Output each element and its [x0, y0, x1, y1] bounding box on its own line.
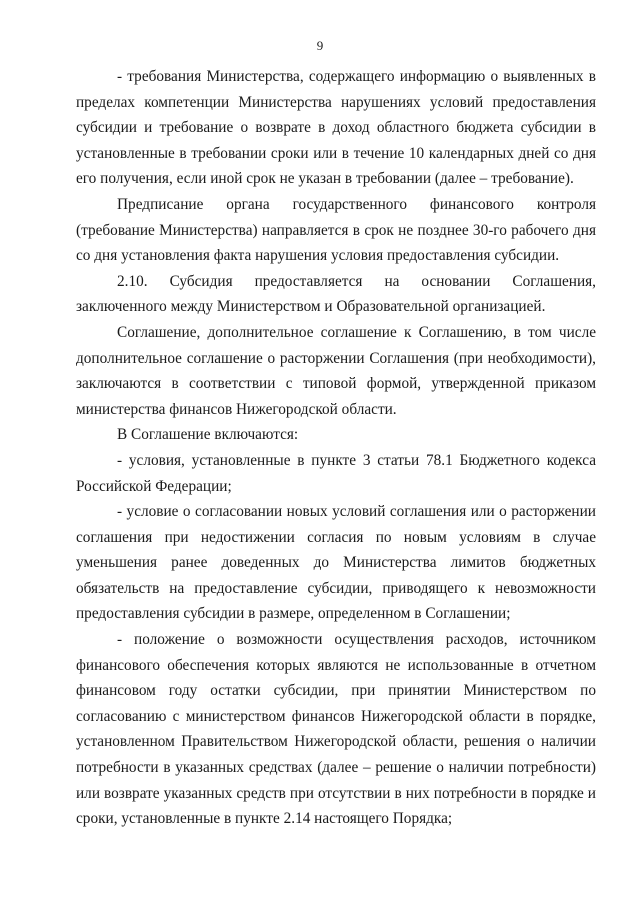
paragraph-budget-code-conditions: - условия, установленные в пункте 3 статьи 78.1 Бюджетного кодекса Российской Федерации;: [76, 451, 596, 495]
paragraph-agreement-includes: В Соглашение включаются:: [117, 426, 299, 444]
paragraph-agreement-form: Соглашение, дополнительное соглашение к Соглашению, в том числе дополнительное соглашение о расторжении Соглашения (при необходимости), заключаются в соответствии с типовой формой, утвержденной приказом министерства финансов Нижегородской области.: [76, 323, 596, 418]
paragraph-requirement-item: - требования Министерства, содержащего информацию о выявленных в пределах компетенции Министерства нарушениях условий предоставления субсидии и требование о возврате в доход областного бюджета субсидии в установленные в требовании сроки или в течение 10 календарных дней со дня его получения, если иной срок не указан в требовании (далее – требование).: [76, 68, 596, 188]
paragraph-control-order: Предписание органа государственного финансового контроля (требование Министерства) направляется в срок не позднее 30-го рабочего дня со дня установления факта нарушения условия предоставления субсидии.: [76, 195, 596, 265]
paragraph-new-conditions: - условие о согласовании новых условий соглашения или о расторжении соглашения при недостижении согласия по новым условиям в случае уменьшения ранее доведенных до Министерства лимитов бюджетных обязательств на предоставление субсидии, приводящего к невозможности предоставления субсидии в размере, определенном в Соглашении;: [76, 503, 596, 623]
paragraph-2-10: 2.10. Субсидия предоставляется на основании Соглашения, заключенного между Министерством и Образовательной организацией.: [76, 272, 596, 316]
page-number: 9: [316, 38, 324, 53]
paragraph-unused-balances: - положение о возможности осуществления расходов, источником финансового обеспечения которых являются не использованные в отчетном финансовом году остатки субсидии, при принятии Министерством по согласованию с министерством финансов Нижегородской области в порядке, установленном Правительством Нижегородской области, решения о наличии потребности в указанных средствах (далее – решение о наличии потребности) или возврате указанных средств при отсутствии в них потребности в порядке и сроки, установленные в пункте 2.14 настоящего Порядка;: [76, 631, 596, 828]
document-body: [76, 64, 596, 832]
